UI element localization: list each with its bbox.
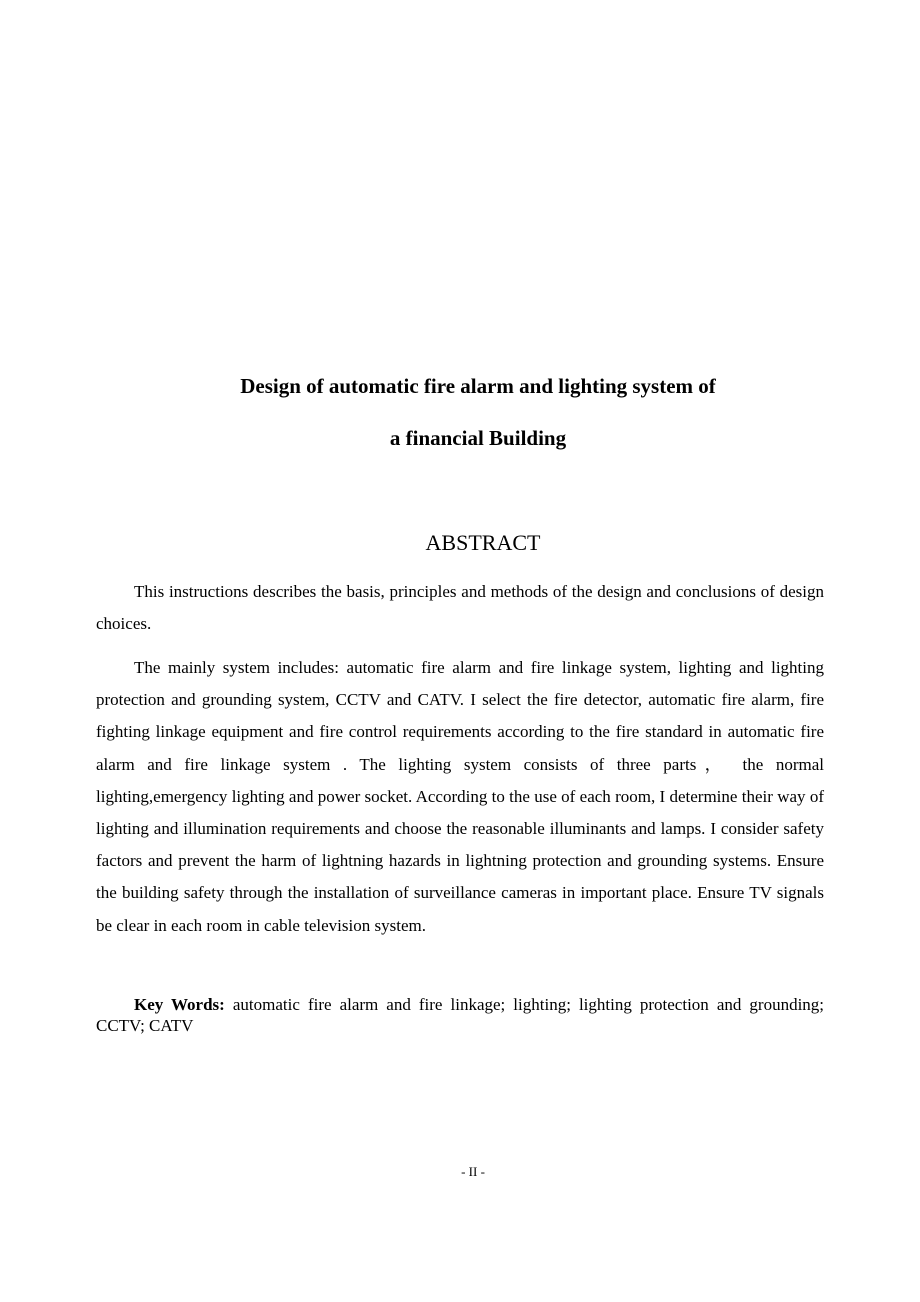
keywords-paragraph <box>96 994 824 1036</box>
title-line-1: Design of automatic fire alarm and lighting system of <box>240 374 716 398</box>
title-line-2: a financial Building <box>389 426 567 450</box>
page-number: - II - <box>461 1164 485 1179</box>
abstract-paragraph-1: This instructions describes the basis, principles and methods of the design and conclusions of design choices. <box>96 582 824 634</box>
abstract-heading: ABSTRACT <box>425 530 541 555</box>
keywords-text: automatic fire alarm and fire linkage; lighting; lighting protection and grounding; CCTV; CATV <box>96 995 825 1035</box>
keywords-label: Key Words: <box>134 995 225 1014</box>
abstract-paragraph-2: The mainly system includes: automatic fire alarm and fire linkage system, lighting and lighting protection and grounding system, CCTV and CATV. I select the fire detector, automatic fire alarm, fire fighting linkage equipment and fire control requirements according to the fire standard in automatic fire alarm and fire linkage system . The lighting system consists of three parts， the normal lighting,emergency lighting and power socket. According to the use of each room, I determine their way of lighting and illumination requirements and choose the reasonable illuminants and lamps. I consider safety factors and prevent the harm of lightning hazards in lightning protection and grounding systems. Ensure the building safety through the installation of surveillance cameras in important place. Ensure TV signals be clear in each room in cable television system. <box>96 658 824 935</box>
